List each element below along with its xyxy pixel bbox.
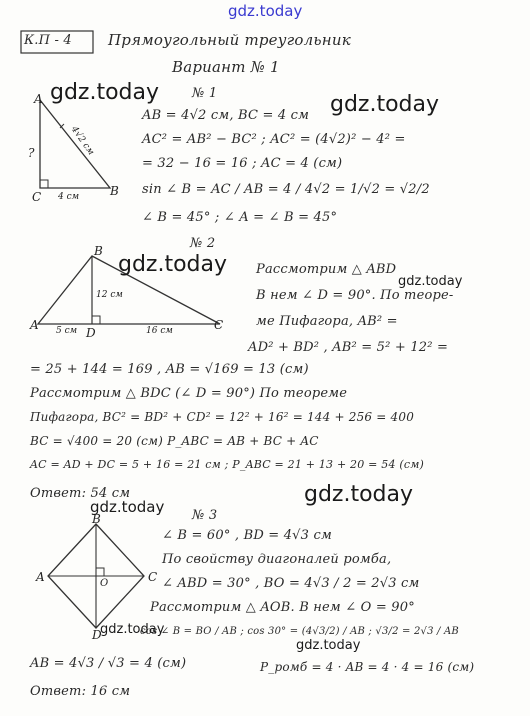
p3-answer: Ответ: 16 см bbox=[30, 684, 131, 699]
p2-number: № 2 bbox=[190, 236, 216, 251]
p2-line-3: ме Пифагора, AB² = bbox=[256, 314, 398, 329]
fig3-label-d: D bbox=[92, 628, 102, 642]
watermark-7: gdz.today bbox=[100, 622, 165, 637]
p3-line-4: Рассмотрим △ AOB. В нем ∠ O = 90° bbox=[150, 600, 415, 615]
p3-line-2: По свойству диагоналей ромба, bbox=[162, 552, 392, 567]
fig3-label-c: C bbox=[148, 570, 158, 584]
fig1-label-b: B bbox=[110, 184, 119, 198]
fig1-hyp-label: 4√2 см bbox=[68, 124, 96, 158]
p2-line-8: BC = √400 = 20 (см) P_ABC = AB + BC + AC bbox=[30, 434, 319, 448]
watermark-3: gdz.today bbox=[118, 252, 228, 277]
p3-line-3: ∠ ABD = 30° , BO = 4√3 / 2 = 2√3 см bbox=[162, 576, 420, 591]
watermark-4: gdz.today bbox=[398, 274, 463, 289]
header-code: К.П - 4 bbox=[24, 33, 72, 48]
watermark-2: gdz.today bbox=[330, 92, 440, 117]
p3-line-7: P_ромб = 4 · AB = 4 · 4 = 16 (см) bbox=[260, 660, 475, 674]
p1-number: № 1 bbox=[192, 86, 218, 101]
watermark-8: gdz.today bbox=[296, 638, 361, 653]
p1-line-1: AB = 4√2 см, BC = 4 см bbox=[142, 108, 310, 123]
p3-number: № 3 bbox=[192, 508, 218, 523]
fig2-dc-label: 16 см bbox=[146, 326, 173, 336]
p1-line-5: ∠ B = 45° ; ∠ A = ∠ B = 45° bbox=[142, 210, 338, 225]
p2-line-2: В нем ∠ D = 90°. По теоре- bbox=[256, 288, 454, 303]
fig2-height-label: 12 см bbox=[96, 290, 123, 300]
p2-line-9: AC = AD + DC = 5 + 16 = 21 см ; P_ABC = 21 + 13 + 20 = 54 (см) bbox=[30, 458, 425, 471]
fig3-label-a: A bbox=[36, 570, 45, 584]
fig2-ad-label: 5 см bbox=[56, 326, 78, 336]
fig1-label-a: A bbox=[34, 92, 43, 106]
p2-line-4: AD² + BD² , AB² = 5² + 12² = bbox=[248, 340, 449, 355]
header-variant: Вариант № 1 bbox=[172, 58, 280, 76]
watermark-5: gdz.today bbox=[304, 482, 414, 507]
fig2-label-d: D bbox=[86, 326, 96, 340]
watermark-top: gdz.today bbox=[228, 2, 303, 20]
p2-line-1: Рассмотрим △ ABD bbox=[256, 262, 397, 277]
p3-line-1: ∠ B = 60° , BD = 4√3 см bbox=[162, 528, 332, 543]
watermark-6: gdz.today bbox=[90, 498, 165, 516]
fig3-label-o: O bbox=[100, 578, 109, 589]
header-title: Прямоугольный треугольник bbox=[108, 31, 351, 49]
fig2-label-a: A bbox=[30, 318, 39, 332]
fig1-unknown-mark: ? bbox=[28, 146, 35, 160]
p1-line-4: sin ∠ B = AC / AB = 4 / 4√2 = 1/√2 = √2/2 bbox=[142, 182, 430, 197]
watermark-1: gdz.today bbox=[50, 80, 160, 105]
fig1-label-c: C bbox=[32, 190, 42, 204]
p2-line-7: Пифагора, BC² = BD² + CD² = 12² + 16² = 144 + 256 = 400 bbox=[30, 410, 415, 424]
p3-line-6: AB = 4√3 / √3 = 4 (см) bbox=[30, 656, 187, 671]
fig3-label-b: B bbox=[92, 512, 101, 526]
p2-answer: Ответ: 54 см bbox=[30, 486, 131, 501]
p1-line-2: AC² = AB² − BC² ; AC² = (4√2)² − 4² = bbox=[142, 132, 406, 147]
fig2-label-c: C bbox=[214, 318, 224, 332]
p3-line-5: cos ∠ B = BO / AB ; cos 30° = (4√3/2) / AB ; √3/2 = 2√3 / AB bbox=[140, 626, 459, 637]
fig1-leg-label: 4 см bbox=[58, 192, 80, 202]
p2-line-6: Рассмотрим △ BDC (∠ D = 90°) По теореме bbox=[30, 386, 348, 401]
p1-line-3: = 32 − 16 = 16 ; AC = 4 (см) bbox=[142, 156, 343, 171]
p2-line-5: = 25 + 144 = 169 , AB = √169 = 13 (см) bbox=[30, 362, 309, 377]
fig2-label-b: B bbox=[94, 244, 103, 258]
